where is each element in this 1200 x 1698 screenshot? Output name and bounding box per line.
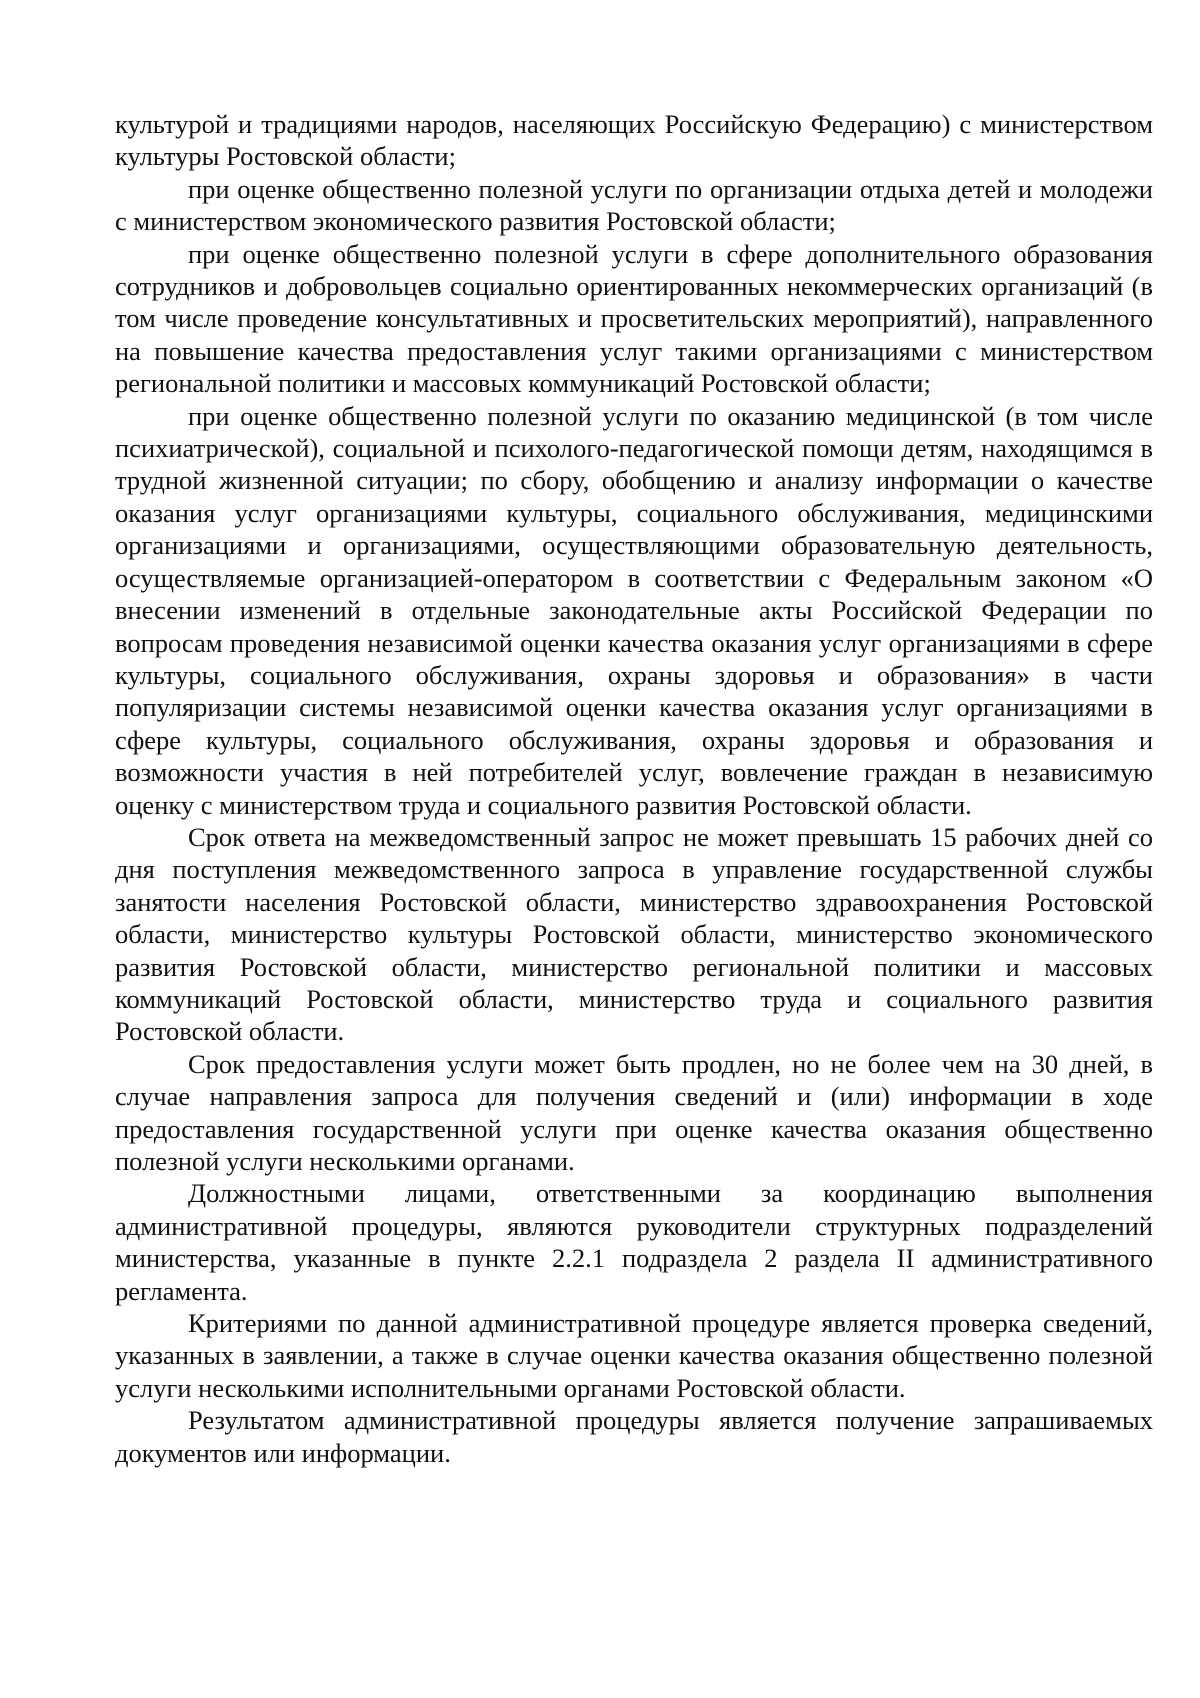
paragraph-9: Результатом административной процедуры является получение запрашиваемых документов или информации. [115,1405,1153,1468]
paragraph-7: Должностными лицами, ответственными за координацию выполнения административной процедуры, являются руководители структурных подразделений министерства, указанные в пункте 2.2.1 подраздела 2 раздела II административного регламента. [115,1178,1153,1306]
paragraph-3: при оценке общественно полезной услуги в сфере дополнительного образования сотрудников и добровольцев социально ориентированных некоммерческих организаций (в том числе проведение консультативных и просветительских мероприятий), направленного на повышение качества предоставления услуг такими организациями с министерством региональной политики и массовых коммуникаций Ростовской области; [115,238,1153,399]
paragraph-6: Срок предоставления услуги может быть продлен, но не более чем на 30 дней, в случае направления запроса для получения сведений и (или) информации в ходе предоставления государственной услуги при оценке качества оказания общественно полезной услуги несколькими органами. [115,1048,1153,1176]
paragraph-4: при оценке общественно полезной услуги по оказанию медицинской (в том числе психиатрической), социальной и психолого-педагогической помощи детям, находящимся в трудной жизненной ситуации; по сбору, обобщению и анализу информации о качестве оказания услуг организациями культуры, социального обслуживания, медицинскими организациями и организациями, осуществляющими образовательную деятельность, осуществляемые организацией-оператором в соответствии с Федеральным законом «О внесении изменений в отдельные законодательные акты Российской Федерации по вопросам проведения независимой оценки качества оказания услуг организациями в сфере культуры, социального обслуживания, охраны здоровья и образования» в части популяризации системы независимой оценки качества оказания услуг организациями в сфере культуры, социального обслуживания, охраны здоровья и образования и возможности участия в ней потребителей услуг, вовлечение граждан в независимую оценку с министерством труда и социального развития Ростовской области. [115,400,1153,820]
paragraph-2: при оценке общественно полезной услуги по организации отдыха детей и молодежи с министерством экономического развития Ростовской области; [115,173,1153,237]
paragraph-1: культурой и традициями народов, населяющих Российскую Федерацию) с министерством культуры Ростовской области; [115,109,1153,172]
paragraph-5: Срок ответа на межведомственный запрос не может превышать 15 рабочих дней со дня поступления межведомственного запроса в управление государственной службы занятости населения Ростовской области, министерство здравоохранения Ростовской области, министерство культуры Ростовской области, министерство экономического развития Ростовской области, министерство региональной политики и массовых коммуникаций Ростовской области, министерство труда и социального развития Ростовской области. [115,821,1153,1047]
paragraph-8: Критериями по данной административной процедуре является проверка сведений, указанных в заявлении, а также в случае оценки качества оказания общественно полезной услуги несколькими исполнительными органами Ростовской области. [115,1308,1153,1403]
document-page [115,108,1153,1469]
